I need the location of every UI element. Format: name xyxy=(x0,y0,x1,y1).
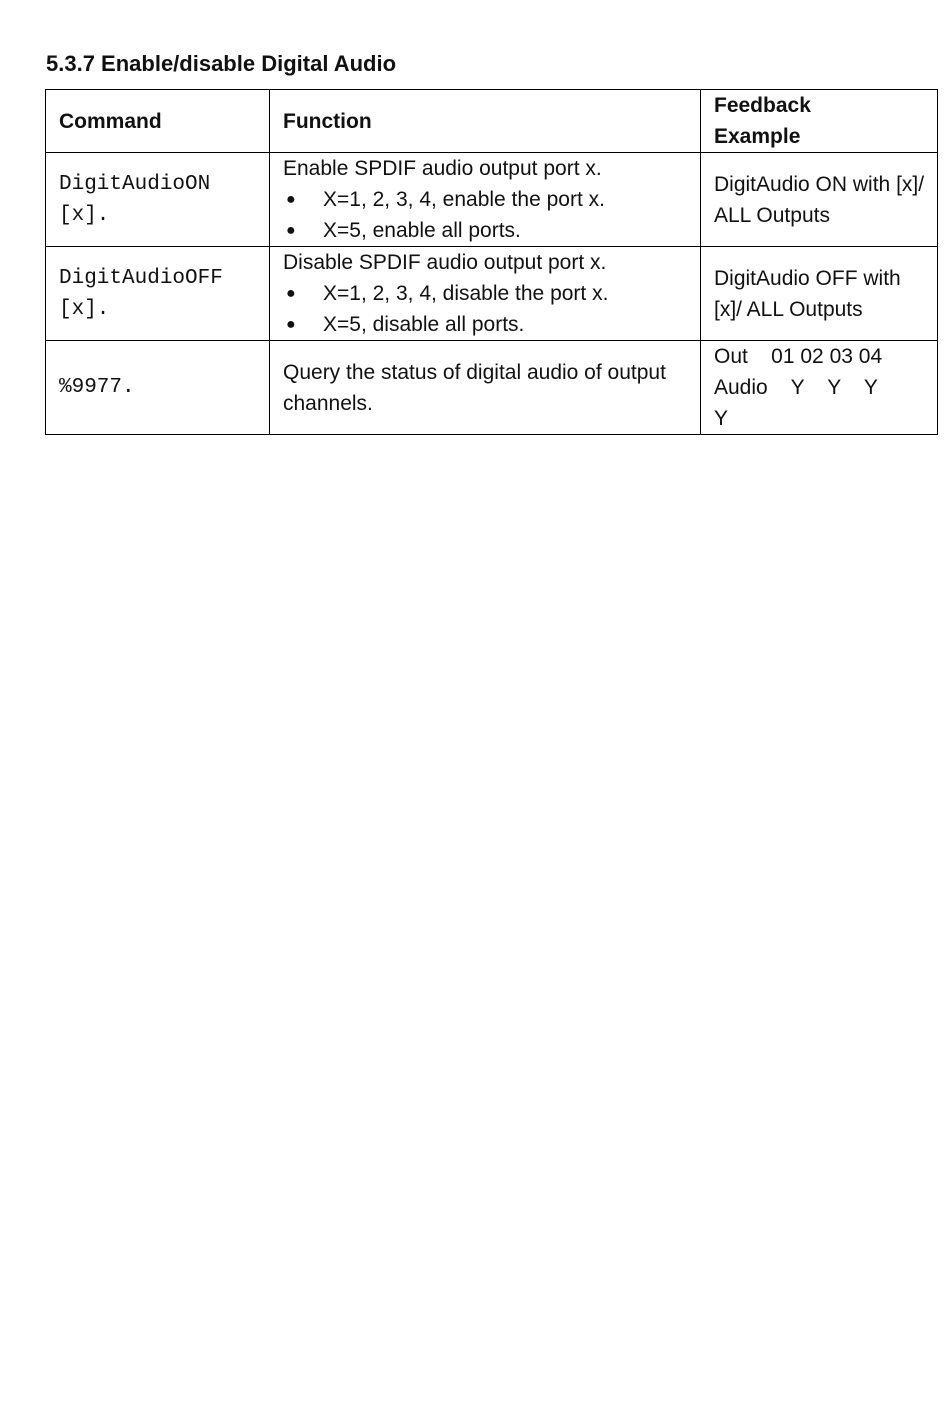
list-item xyxy=(283,278,688,309)
function-intro: Enable SPDIF audio output port x. xyxy=(283,157,602,180)
header-function: Function xyxy=(270,90,701,153)
list-item xyxy=(283,184,688,215)
function-cell: Query the status of digital audio of output channels. xyxy=(270,341,701,435)
feedback-cell: DigitAudio OFF with [x]/ ALL Outputs xyxy=(701,247,938,341)
function-cell xyxy=(270,247,701,341)
bullet-text: X=5, disable all ports. xyxy=(323,313,525,336)
bullet-icon: ● xyxy=(286,191,296,208)
table-row xyxy=(46,153,938,247)
bullet-icon: ● xyxy=(286,222,296,239)
header-command: Command xyxy=(46,90,270,153)
table-header-row xyxy=(46,90,938,153)
feedback-line: Y xyxy=(714,407,729,430)
command-table xyxy=(45,89,938,435)
header-feedback-line: Example xyxy=(714,125,801,148)
bullet-text: X=5, enable all ports. xyxy=(323,219,521,242)
function-intro: Disable SPDIF audio output port x. xyxy=(283,251,607,274)
feedback-cell: DigitAudio ON with [x]/ ALL Outputs xyxy=(701,153,938,247)
header-feedback xyxy=(701,90,938,153)
list-item xyxy=(283,215,688,246)
command-cell: DigitAudioOFF[x]. xyxy=(46,247,270,341)
section-title: 5.3.7 Enable/disable Digital Audio xyxy=(46,51,397,76)
bullet-text: X=1, 2, 3, 4, disable the port x. xyxy=(323,282,609,305)
table-row xyxy=(46,341,938,435)
feedback-cell xyxy=(701,341,938,435)
bullet-list xyxy=(283,184,688,246)
header-feedback-line: Feedback xyxy=(714,94,811,117)
bullet-icon: ● xyxy=(286,316,296,333)
list-item xyxy=(283,309,688,340)
bullet-icon: ● xyxy=(286,285,296,302)
bullet-list xyxy=(283,278,688,340)
function-cell xyxy=(270,153,701,247)
feedback-line: Audio Y Y Y xyxy=(714,376,878,399)
table-row xyxy=(46,247,938,341)
bullet-text: X=1, 2, 3, 4, enable the port x. xyxy=(323,188,605,211)
feedback-line: Out 01 02 03 04 xyxy=(714,345,883,368)
command-cell: DigitAudioON[x]. xyxy=(46,153,270,247)
command-cell: %9977. xyxy=(46,341,270,435)
